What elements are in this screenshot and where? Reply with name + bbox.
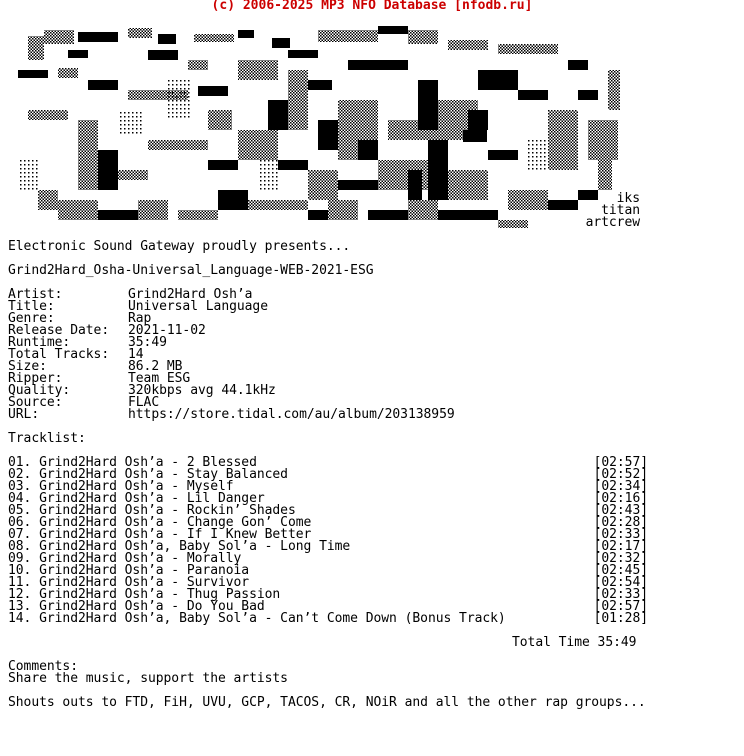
track-duration: [02:16] (593, 491, 648, 506)
info-value: 320kbps avg 44.1kHz (128, 383, 276, 398)
logo-block (548, 200, 578, 210)
logo-block (268, 100, 288, 130)
logo-block (28, 110, 68, 120)
track-title: 10. Grind2Hard Osh’a - Paranoia (8, 563, 250, 578)
logo-block (148, 140, 208, 150)
track-title: 01. Grind2Hard Osh’a - 2 Blessed (8, 455, 257, 470)
info-key: Runtime: (8, 335, 71, 350)
logo-block (168, 80, 192, 120)
logo-credit-iks: iks (616, 191, 640, 206)
logo-block (418, 80, 438, 130)
logo-block (378, 26, 408, 34)
logo-block (408, 30, 438, 44)
track-duration: [02:28] (593, 515, 648, 530)
info-key: URL: (8, 407, 40, 422)
logo-block (448, 170, 488, 200)
logo-block (44, 30, 74, 44)
logo-block (238, 60, 278, 80)
logo-block (38, 190, 58, 210)
logo-block (128, 28, 152, 38)
logo-block (428, 140, 448, 200)
info-value: 86.2 MB (128, 359, 183, 374)
comments-text: Share the music, support the artists (8, 671, 288, 686)
logo-block (448, 40, 488, 50)
logo-block (118, 110, 144, 136)
logo-block (438, 210, 498, 220)
info-key: Genre: (8, 311, 55, 326)
track-title: 14. Grind2Hard Osh’a, Baby Sol’a - Can’t Come Down (Bonus Track) (8, 611, 506, 626)
logo-block (248, 200, 308, 210)
logo-block (508, 190, 548, 210)
logo-block (368, 210, 408, 220)
track-title: 08. Grind2Hard Osh’a, Baby Sol’a - Long Time (8, 539, 351, 554)
track-duration: [02:45] (593, 563, 648, 578)
logo-credit-titan: titan (601, 203, 640, 218)
logo-block (608, 70, 620, 110)
logo-block (408, 200, 438, 220)
logo-block (328, 200, 358, 220)
info-key: Artist: (8, 287, 63, 302)
info-value: Team ESG (128, 371, 191, 386)
logo-block (338, 180, 378, 190)
logo-block (463, 130, 487, 142)
logo-block (568, 60, 588, 70)
total-time: Total Time 35:49 (512, 635, 637, 650)
release-name: Grind2Hard_Osha-Universal_Language-WEB-2021-ESG (8, 263, 374, 278)
track-duration: [02:33] (593, 527, 648, 542)
logo-block (58, 68, 78, 78)
logo-credit-artcrew: artcrew (585, 215, 640, 230)
logo-block (578, 90, 598, 100)
logo-block (158, 34, 176, 44)
logo-block (78, 32, 118, 42)
logo-block (188, 60, 208, 70)
esg-ascii-logo (8, 20, 644, 232)
track-duration: [02:43] (593, 503, 648, 518)
track-duration: [02:32] (593, 551, 648, 566)
logo-block (528, 140, 548, 170)
logo-block (198, 86, 228, 96)
logo-block (358, 140, 378, 160)
logo-block (258, 160, 278, 190)
logo-block (598, 150, 612, 190)
info-value: 14 (128, 347, 144, 362)
info-key: Ripper: (8, 371, 63, 386)
logo-block (88, 80, 118, 90)
track-duration: [02:17] (593, 539, 648, 554)
track-title: 04. Grind2Hard Osh’a - Lil Danger (8, 491, 265, 506)
info-key: Size: (8, 359, 47, 374)
logo-block (288, 70, 308, 130)
track-title: 11. Grind2Hard Osh’a - Survivor (8, 575, 250, 590)
shoutouts: Shouts outs to FTD, FiH, UVU, GCP, TACOS, CR, NOiR and all the other rap groups... (8, 695, 646, 710)
logo-block (408, 170, 422, 200)
logo-block (308, 170, 338, 200)
track-title: 12. Grind2Hard Osh’a - Thug Passion (8, 587, 281, 602)
info-key: Release Date: (8, 323, 110, 338)
logo-block (148, 50, 178, 60)
logo-block (478, 70, 518, 90)
logo-block (518, 90, 548, 100)
logo-block (28, 36, 44, 60)
info-value: Universal Language (128, 299, 268, 314)
logo-block (272, 38, 290, 48)
info-value: Rap (128, 311, 152, 326)
logo-block (548, 110, 578, 170)
info-value: Grind2Hard Osh’a (128, 287, 253, 302)
track-duration: [02:34] (593, 479, 648, 494)
logo-block (498, 44, 558, 54)
track-title: 03. Grind2Hard Osh’a - Myself (8, 479, 234, 494)
intro-line: Electronic Sound Gateway proudly presents... (8, 239, 351, 254)
logo-block (18, 70, 48, 78)
logo-block (318, 30, 378, 42)
nfodb-banner: (c) 2006-2025 MP3 NFO Database [nfodb.ru] (211, 0, 533, 13)
logo-block (578, 190, 598, 200)
logo-block (138, 200, 168, 220)
track-row (8, 613, 648, 625)
logo-block (78, 120, 98, 190)
track-duration: [02:57] (593, 455, 648, 470)
track-title: 02. Grind2Hard Osh’a - Stay Balanced (8, 467, 288, 482)
logo-block (238, 130, 278, 160)
logo-block (194, 34, 234, 42)
comments-label: Comments: (8, 659, 78, 674)
track-duration: [02:52] (593, 467, 648, 482)
track-duration: [02:33] (593, 587, 648, 602)
info-key: Source: (8, 395, 63, 410)
track-title: 07. Grind2Hard Osh’a - If I Knew Better (8, 527, 312, 542)
track-title: 05. Grind2Hard Osh’a - Rockin’ Shades (8, 503, 296, 518)
logo-block (308, 80, 332, 90)
tracklist-label: Tracklist: (8, 431, 86, 446)
logo-block (208, 160, 238, 170)
logo-block (488, 150, 518, 160)
logo-block (178, 210, 218, 220)
logo-block (18, 160, 38, 190)
track-duration: [02:57] (593, 599, 648, 614)
track-duration: [01:28] (593, 611, 648, 626)
track-title: 09. Grind2Hard Osh’a - Morally (8, 551, 242, 566)
logo-block (208, 110, 232, 130)
logo-block (288, 50, 318, 58)
logo-block (98, 150, 118, 190)
logo-block (498, 220, 528, 228)
logo-block (238, 30, 254, 38)
logo-block (308, 210, 328, 220)
logo-block (348, 60, 408, 70)
info-value: FLAC (128, 395, 160, 410)
track-title: 13. Grind2Hard Osh’a - Do You Bad (8, 599, 265, 614)
logo-block (218, 190, 248, 210)
info-key: Total Tracks: (8, 347, 110, 362)
logo-block (118, 170, 148, 180)
logo-block (98, 210, 138, 220)
logo-block (318, 120, 338, 150)
info-value: 2021-11-02 (128, 323, 206, 338)
info-key: Quality: (8, 383, 71, 398)
info-value: https://store.tidal.com/au/album/203138959 (128, 407, 455, 422)
info-value: 35:49 (128, 335, 167, 350)
track-title: 06. Grind2Hard Osh’a - Change Gon’ Come (8, 515, 312, 530)
logo-block (468, 110, 488, 130)
logo-block (278, 160, 308, 170)
logo-block (68, 50, 88, 58)
info-key: Title: (8, 299, 55, 314)
logo-block (58, 200, 98, 220)
track-duration: [02:54] (593, 575, 648, 590)
